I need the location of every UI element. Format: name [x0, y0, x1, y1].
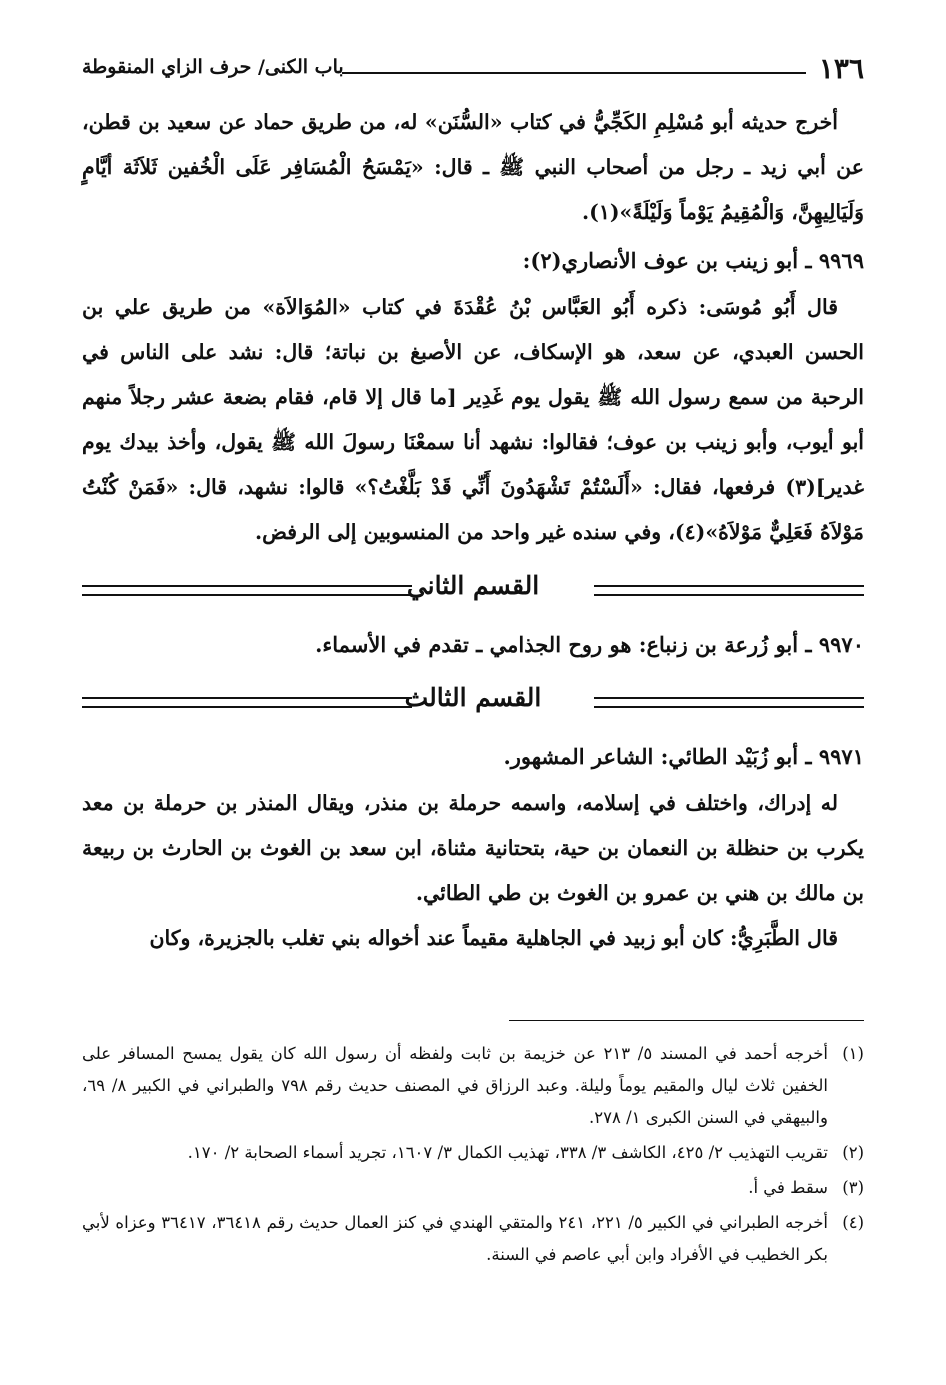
entry-heading-9969: ٩٩٦٩ ـ أبو زينب بن عوف الأنصاري(٢):: [522, 248, 864, 273]
footnote-marker: (٣): [842, 1178, 864, 1197]
footnote-text: سقط في أ.: [748, 1178, 828, 1197]
footnote-marker: (٢): [842, 1143, 864, 1162]
entry-heading-9971: ٩٩٧١ ـ أبو زُبَيْد الطائي: الشاعر المشهور.: [503, 744, 864, 769]
section-rule-left: [82, 585, 412, 596]
footnote-marker: (١): [842, 1044, 864, 1063]
footnote-text: أخرجه الطبراني في الكبير ٥/ ٢٢١، ٢٤١ والمتقي الهندي في كنز العمال حديث رقم ٣٦٤١٨، ٣٦٤١٧ وعزاه لأبي بكر الخطيب في الأفراد وابن أبي عاصم في السنة.: [82, 1213, 829, 1264]
paragraph-entry-9971: له إدراك، واختلف في إسلامه، واسمه حرملة بن منذر، ويقال المنذر بن حرملة بن معد يكرب بن حنظلة بن النعمان بن حية، بتحتانية مثناة، ابن سعد بن الغوث بن الحارث بن ربيعة بن مالك بن هني بن عمرو بن الغوث بن طي الطائي.: [82, 791, 864, 905]
page-header: [82, 50, 864, 86]
section-heading-third: [82, 685, 864, 725]
paragraph-hadith-1: أخرج حديثه أبو مُسْلِمِ الكَجِّيُّ في كتاب «السُّنَن» له، من طريق حماد عن سعيد بن قطن، عن أبي زيد ـ رجل من أصحاب النبي ﷺ ـ قال: «يَمْسَحُ الْمُسَافِر عَلَى الْخُفين ثَلاَثَة أيَّامٍ وَلَيَالِيهِنَّ، وَالْمُقِيمُ يَوْماً وَلَيْلَةً»(١).: [82, 110, 864, 224]
footnote-marker: (٤): [842, 1213, 865, 1232]
footnote-text: أخرجه أحمد في المسند ٥/ ٢١٣ عن خزيمة بن ثابت ولفظه أن رسول الله كان يقول يمسح المسافر على الخفين ثلاث ليال والمقيم يوماً وليلة. وعبد الرزاق في المصنف حديث رقم ٧٩٨ والطبراني في الكبير ٨/ ٦٩، والبيهقي في السنن الكبرى ١/ ٢٧٨.: [82, 1044, 828, 1127]
header-rule: [342, 72, 806, 74]
footnote: [82, 1038, 864, 1134]
page-number: ١٣٦: [818, 52, 864, 85]
footnote: [82, 1207, 864, 1271]
footnote-text: تقريب التهذيب ٢/ ٤٢٥، الكاشف ٣/ ٣٣٨، تهذيب الكمال ٣/ ١٦٠٧، تجريد أسماء الصحابة ٢/ ١٧٠.: [187, 1143, 828, 1162]
paragraph-tabari: قال الطَّبَرِيُّ: كان أبو زبيد في الجاهلية مقيماً عند أخواله بني تغلب بالجزيرة، وكان: [149, 926, 838, 950]
footnote: [82, 1137, 864, 1169]
paragraph-entry-9969: قال أَبُو مُوسَى: ذكره أَبُو العَبَّاس بْنُ عُقْدَةَ في كتاب «المُوَالاَة» من طريق علي بن الحسن العبدي، عن سعد، هو الإسكاف، عن الأصبغ بن نباتة؛ قال: نشد على الناس في الرحبة من سمع رسول الله ﷺ يقول يوم غَدِير [ما قال إلا قام، فقام بضعة عشر رجلاً منهم أبو أيوب، وأبو زينب بن عوف؛ فقالوا: نشهد أنا سمعْنَا رسولَ الله ﷺ يقول، وأخذ بيدك يوم غدير](٣) فرفعها، فقال: «أَلَسْتُمْ تَشْهَدُونَ أَنِّي قَدْ بَلَّغْتُ؟» قالوا: نشهد، قال: «فَمَنْ كُنْتُ مَوْلاَهُ فَعَلِيٌّ مَوْلاَهُ»(٤)، وفي سنده غير واحد من المنسوبين إلى الرفض.: [82, 295, 864, 544]
section-title-text: القسم الثالث: [404, 683, 542, 712]
section-rule-left: [82, 697, 412, 708]
section-title-text: القسم الثاني: [406, 571, 540, 600]
section-heading-second: [82, 573, 864, 613]
footnote: [82, 1172, 864, 1204]
footnotes: [82, 1038, 864, 1274]
entry-heading-9970: ٩٩٧٠ ـ أبو زُرعة بن زنباع: هو روح الجذامي ـ تقدم في الأسماء.: [315, 632, 864, 657]
page-body: [82, 100, 864, 961]
footnote-rule: [509, 1020, 864, 1021]
running-title: باب الكنى/ حرف الزاي المنقوطة: [82, 56, 344, 78]
